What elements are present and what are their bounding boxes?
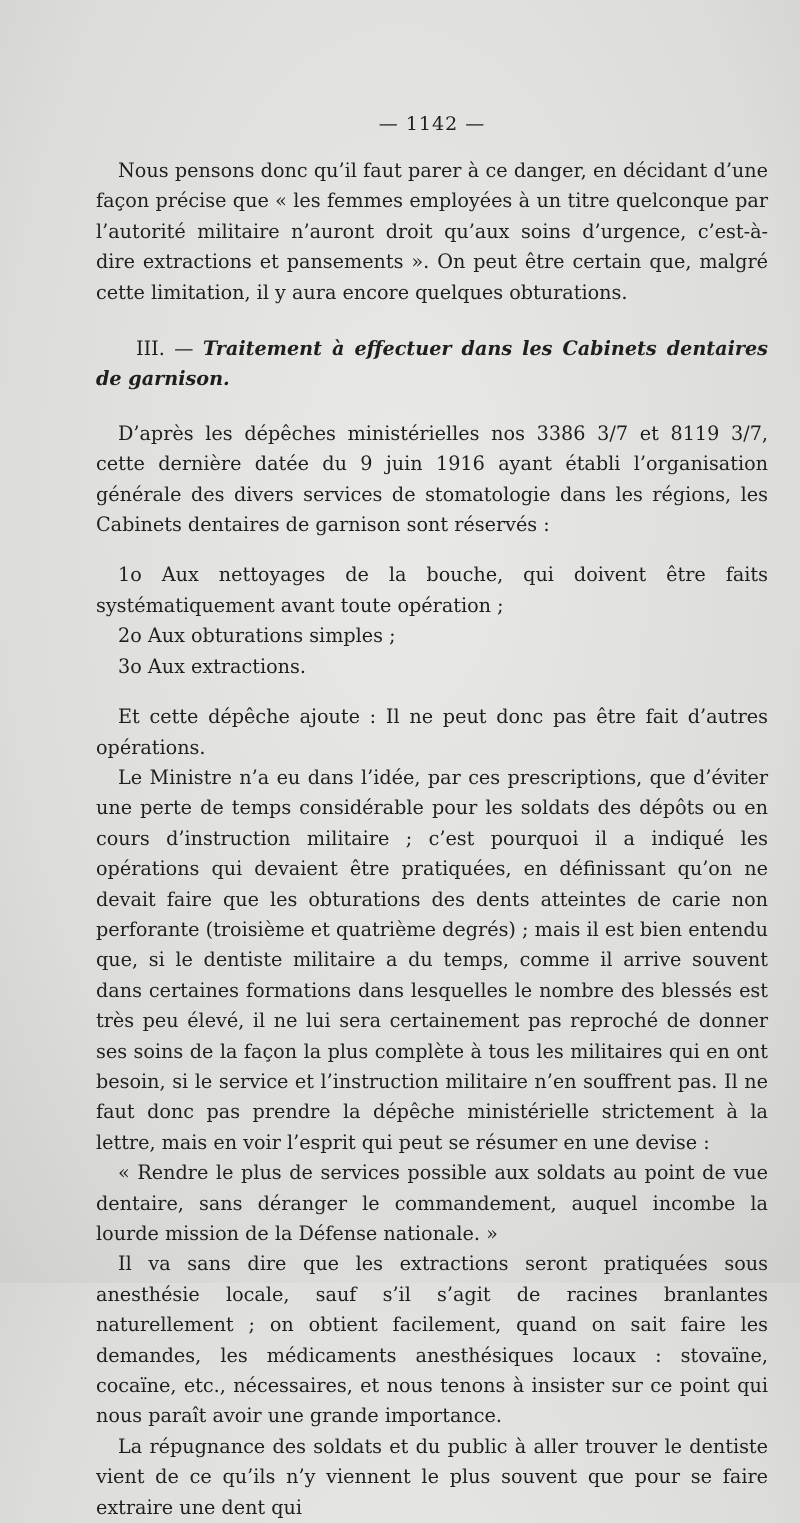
section-heading	[96, 334, 768, 395]
paragraph-6: Il va sans dire que les extractions seront pratiquées sous anesthésie locale, sauf s’il s’agit de racines branlantes naturellement ; on obtient facilement, quand on sait faire les demandes, les médicaments anesthésiques locaux : stovaïne, cocaïne, etc., nécessaires, et nous tenons à insister sur ce point qui nous paraît avoir une grande importance.	[96, 1252, 768, 1428]
paragraph-2: D’après les dépêches ministérielles nos 3386 3/7 et 8119 3/7, cette dernière datée du 9 juin 1916 ayant établi l’organisation générale des divers services de stomatologie dans les régions, les Cabinets dentaires de garnison sont réservés :	[96, 421, 768, 537]
section-title: Traitement à effectuer dans les Cabinets dentaires de garnison.	[96, 337, 768, 391]
paragraph-4: Le Ministre n’a eu dans l’idée, par ces prescriptions, que d’éviter une perte de temps considérable pour les soldats des dépôts ou en cours d’instruction militaire ; c’est pourquoi il a indiqué les opérations qui devaient être pratiquées, en définissant qu’on ne devait faire que les obturations des dents atteintes de carie non perforante (troisième et quatrième degrés) ; mais il est bien entendu que, si le dentiste militaire a du temps, comme il arrive souvent dans certaines formations dans lesquelles le nombre des blessés est très peu élevé, il ne lui sera certainement pas reproché de donner ses soins de la façon la plus complète à tous les militaires qui en ont besoin, si le service et l’instruction militaire n’en souffrent pas. Il ne faut donc pas prendre la dépêche ministérielle strictement à la lettre, mais en voir l’esprit qui peut se résumer en une devise :	[96, 765, 768, 1154]
paragraph-7: La répugnance des soldats et du public à aller trouver le dentiste vient de ce qu’ils n’y viennent le plus souvent que pour se faire extraire une dent qui	[96, 1434, 768, 1519]
document-page	[96, 110, 768, 1523]
list-item-1: 1o Aux nettoyages de la bouche, qui doivent être faits systématiquement avant toute opération ;	[96, 563, 768, 617]
paragraph-3: Et cette dépêche ajoute : Il ne peut donc pas être fait d’autres opérations.	[96, 705, 768, 759]
paragraph-5: « Rendre le plus de services possible aux soldats au point de vue dentaire, sans déranger le commandement, auquel incombe la lourde mission de la Défense nationale. »	[96, 1161, 768, 1245]
list-item-2: 2o Aux obturations simples ;	[118, 624, 396, 648]
page-number: — 1142 —	[378, 113, 486, 135]
section-number: III. —	[136, 337, 203, 361]
paragraph-1: Nous pensons donc qu’il faut parer à ce danger, en décidant d’une façon précise que « les femmes employées à un titre quelconque par l’autorité militaire n’auront droit qu’aux soins d’urgence, c’est-à-dire extractions et pansements ». On peut être certain que, malgré cette limitation, il y aura encore quelques obturations.	[96, 159, 768, 304]
list-item-3: 3o Aux extractions.	[118, 654, 306, 678]
